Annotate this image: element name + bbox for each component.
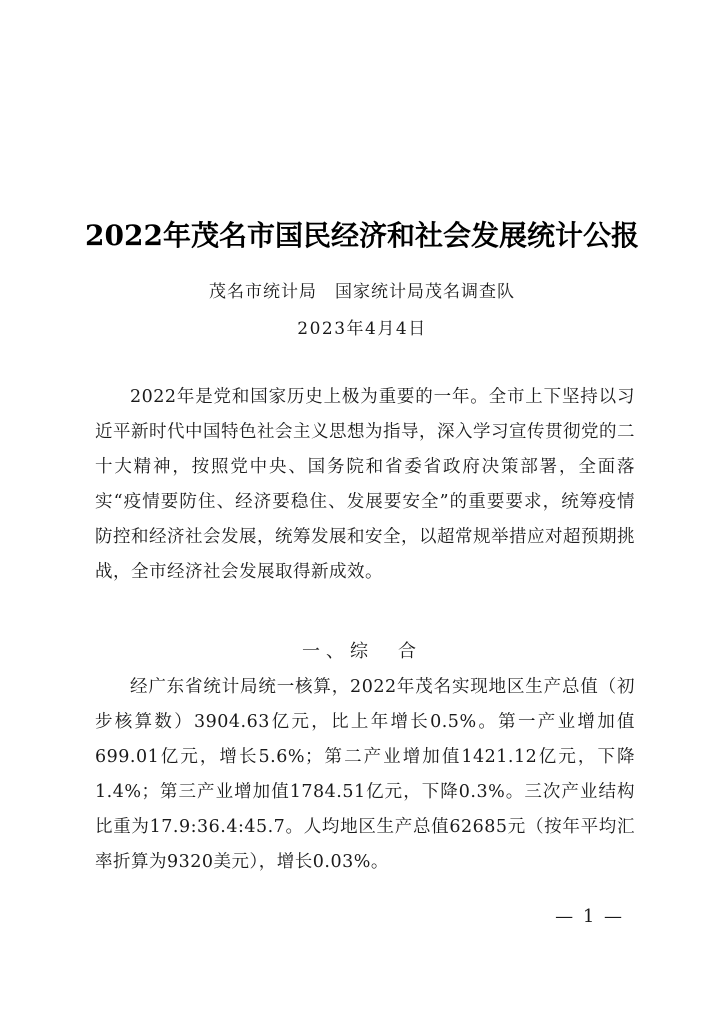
page-number: — 1 — [555,906,624,927]
intro-paragraph: 2022年是党和国家历史上极为重要的一年。全市上下坚持以习近平新时代中国特色社会主义思想为指导，深入学习宣传贯彻党的二十大精神，按照党中央、国务院和省委省政府决策部署，全面落实“疫情要防住、经济要稳住、发展要安全”的重要要求，统筹疫情防控和经济社会发展，统筹发展和安全，以超常规举措应对超预期挑战，全市经济社会发展取得新成效。 [95,387,635,582]
document-title: 2022年茂名市国民经济和社会发展统计公报 [85,219,639,252]
document-date: 2023年4月4日 [297,319,427,339]
section-body-paragraph: 经广东省统计局统一核算，2022年茂名实现地区生产总值（初步核算数）3904.63亿元，比上年增长0.5%。第一产业增加值699.01亿元，增长5.6%；第二产业增加值1421.12亿元，下降1.4%；第三产业增加值1784.51亿元，下降0.3%。三次产业结构比重为17.9:36.4:45.7。人均地区生产总值62685元（按年平均汇率折算为9320美元），增长0.03%。 [95,677,635,872]
document-authors: 茂名市统计局 国家统计局茂名调查队 [209,282,515,302]
section-heading: 一、综 合 [302,641,422,662]
